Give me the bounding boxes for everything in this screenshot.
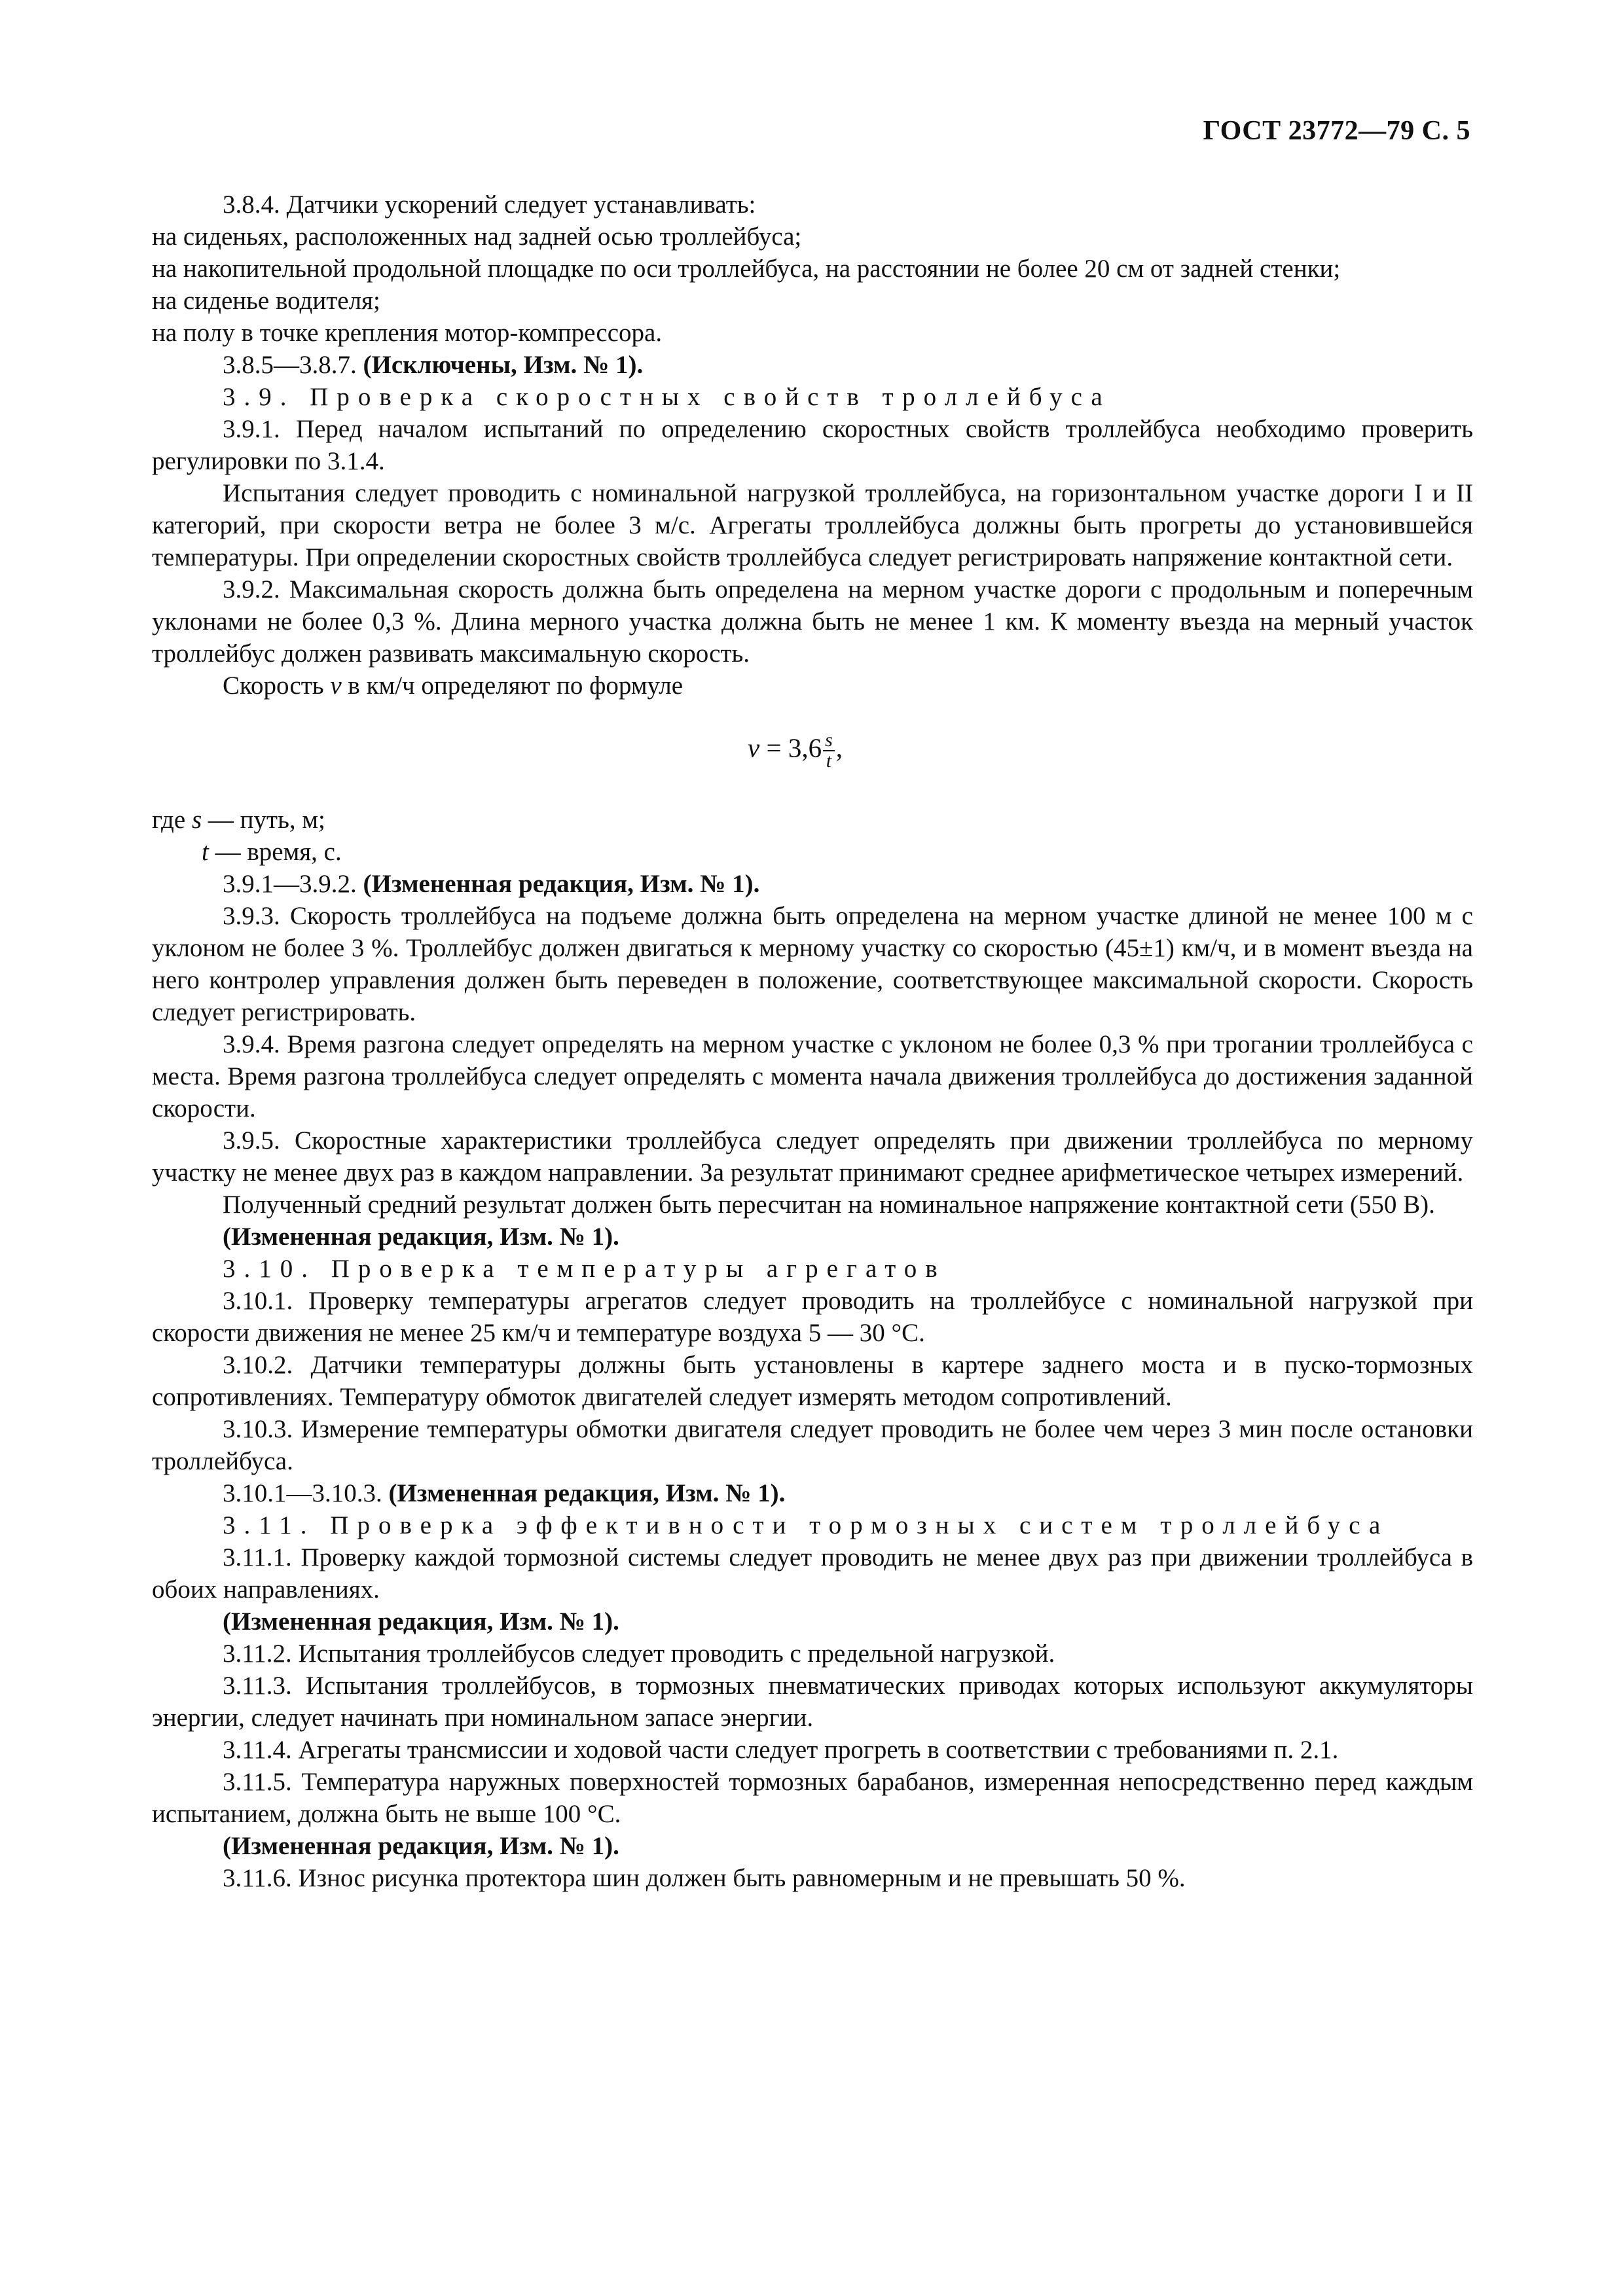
paragraph-3-9-1-3-9-2-note — [152, 868, 1473, 900]
formula-coefficient: = 3,6 — [766, 732, 822, 763]
legend-desc-t: — время, с. — [215, 838, 342, 866]
paragraph-3-11-3: 3.11.3. Испытания троллейбусов, в тормозных пневматических приводах которых используют аккумуляторы энергии, следует начинать при номинальном запасе энергии. — [152, 1672, 1473, 1732]
list-item-floor: на полу в точке крепления мотор-компрессора. — [152, 319, 663, 347]
legend-prefix: где — [152, 806, 186, 834]
section-title-3-11: 3.11. Проверка эффективности тормозных систем троллейбуса — [223, 1511, 1389, 1539]
formula-tail: , — [835, 732, 843, 763]
paragraph-3-10-3: 3.10.3. Измерение температуры обмотки двигателя следует проводить не более чем через 3 мин после остановки троллейбуса. — [152, 1415, 1473, 1475]
paragraph-3-8-5-3-8-7 — [152, 349, 1473, 381]
paragraph-3-9-5-b: Полученный средний результат должен быть пересчитан на номинальное напряжение контактной сети (550 В). — [223, 1191, 1435, 1219]
paragraph-3-10-2: 3.10.2. Датчики температуры должны быть установлены в картере заднего моста и в пуско-тормозных сопротивлениях. Температуру обмоток двигателей следует измерять методом сопротивлений. — [152, 1351, 1473, 1411]
legend-var-s: s — [191, 806, 202, 834]
amendment-note: (Измененная редакция, Изм. № 1). — [223, 1832, 619, 1860]
legend-t — [152, 836, 1473, 868]
paragraph-3-9-1: 3.9.1. Перед началом испытаний по определению скоростных свойств троллейбуса необходимо проверить регулировки по 3.1.4. — [152, 415, 1473, 475]
paragraph-3-9-3: 3.9.3. Скорость троллейбуса на подъеме должна быть определена на мерном участке длиной не менее 100 м с уклоном не более 3 %. Троллейбус должен двигаться к мерному участку со скоростью (45±1) км/ч, и в момент въезда на него контролер управления должен быть переведен в положение, соответствующее максимальной скорости. Скорость следует регистрировать. — [152, 902, 1473, 1026]
paragraph-3-11-1: 3.11.1. Проверку каждой тормозной системы следует проводить не менее двух раз при движении троллейбуса в обоих направлениях. — [152, 1543, 1473, 1604]
amendment-note: (Измененная редакция, Изм. № 1). — [223, 1607, 619, 1636]
amendment-note: (Измененная редакция, Изм. № 1). — [363, 870, 760, 898]
formula-lhs: v — [748, 732, 760, 763]
formula-fraction — [823, 730, 835, 771]
text-fragment: Скорость — [223, 672, 324, 700]
paragraph-3-9-2: 3.9.2. Максимальная скорость должна быть определена на мерном участке дороги с продольным и поперечным уклонами не более 0,3 %. Длина мерного участка должна быть не менее 1 км. К моменту въезда на мерный участок троллейбус должен развивать максимальную скорость. — [152, 575, 1473, 668]
legend-desc-s: — путь, м; — [208, 806, 325, 834]
paragraph-3-11-2: 3.11.2. Испытания троллейбусов следует проводить с предельной нагрузкой. — [223, 1640, 1055, 1668]
ref-number: 3.9.1—3.9.2. — [223, 870, 357, 898]
formula-denominator: t — [826, 750, 832, 772]
section-title-3-10: 3.10. Проверка температуры агрегатов — [223, 1255, 946, 1283]
paragraph-3-11-5: 3.11.5. Температура наружных поверхностей тормозных барабанов, измеренная непосредственно перед каждым испытанием, должна быть не выше 100 °С. — [152, 1768, 1473, 1828]
page-header: ГОСТ 23772—79 С. 5 — [1203, 116, 1470, 146]
ref-number: 3.10.1—3.10.3. — [223, 1479, 382, 1507]
list-item-seats: на сиденьях, расположенных над задней осью троллейбуса; — [152, 223, 802, 251]
amendment-note: (Измененная редакция, Изм. № 1). — [388, 1479, 786, 1507]
variable-v: v — [330, 672, 342, 700]
amendment-note: (Измененная редакция, Изм. № 1). — [223, 1223, 619, 1251]
paragraph-3-11-4: 3.11.4. Агрегаты трансмиссии и ходовой части следует прогреть в соответствии с требованиями п. 2.1. — [223, 1736, 1339, 1764]
text-fragment: в км/ч определяют по формуле — [348, 672, 684, 700]
list-item-driver-seat: на сиденье водителя; — [152, 287, 380, 315]
paragraph-3-9-1-b: Испытания следует проводить с номинальной нагрузкой троллейбуса, на горизонтальном участке дороги I и II категорий, при скорости ветра не более 3 м/с. Агрегаты троллейбуса должны быть прогреты до установившейся температуры. При определении скоростных свойств троллейбуса следует регистрировать напряжение контактной сети. — [152, 479, 1473, 571]
paragraph-3-9-4: 3.9.4. Время разгона следует определять на мерном участке с уклоном не более 0,3 % при трогании троллейбуса с места. Время разгона троллейбуса следует определять с момента начала движения троллейбуса до достижения заданной скорости. — [152, 1030, 1473, 1122]
paragraph-speed-formula-intro — [152, 670, 1473, 702]
paragraph-3-9-5: 3.9.5. Скоростные характеристики троллейбуса следует определять при движении троллейбуса по мерному участку не менее двух раз в каждом направлении. За результат принимают среднее арифметическое четырех измерений. — [152, 1126, 1473, 1187]
amendment-note: (Исключены, Изм. № 1). — [363, 351, 644, 379]
paragraph-3-11-6: 3.11.6. Износ рисунка протектора шин должен быть равномерным и не превышать 50 %. — [223, 1864, 1186, 1892]
paragraph-3-8-4: 3.8.4. Датчики ускорений следует устанавливать: — [223, 190, 756, 219]
section-title-3-9: 3.9. Проверка скоростных свойств троллейбуса — [223, 383, 1111, 411]
speed-formula — [152, 716, 1473, 795]
paragraph-3-10-1: 3.10.1. Проверку температуры агрегатов следует проводить на троллейбусе с номинальной нагрузкой при скорости движения не менее 25 км/ч и температуре воздуха 5 — 30 °С. — [152, 1287, 1473, 1347]
document-body — [152, 188, 1473, 1894]
legend-var-t: t — [202, 838, 209, 866]
formula-numerator: s — [823, 730, 835, 751]
formula-legend — [152, 804, 1473, 868]
ref-number: 3.8.5—3.8.7. — [223, 351, 357, 379]
paragraph-3-10-note — [152, 1477, 1473, 1509]
list-item-platform: на накопительной продольной площадке по оси троллейбуса, на расстоянии не более 20 см от задней стенки; — [152, 255, 1341, 283]
legend-s — [152, 804, 1473, 836]
